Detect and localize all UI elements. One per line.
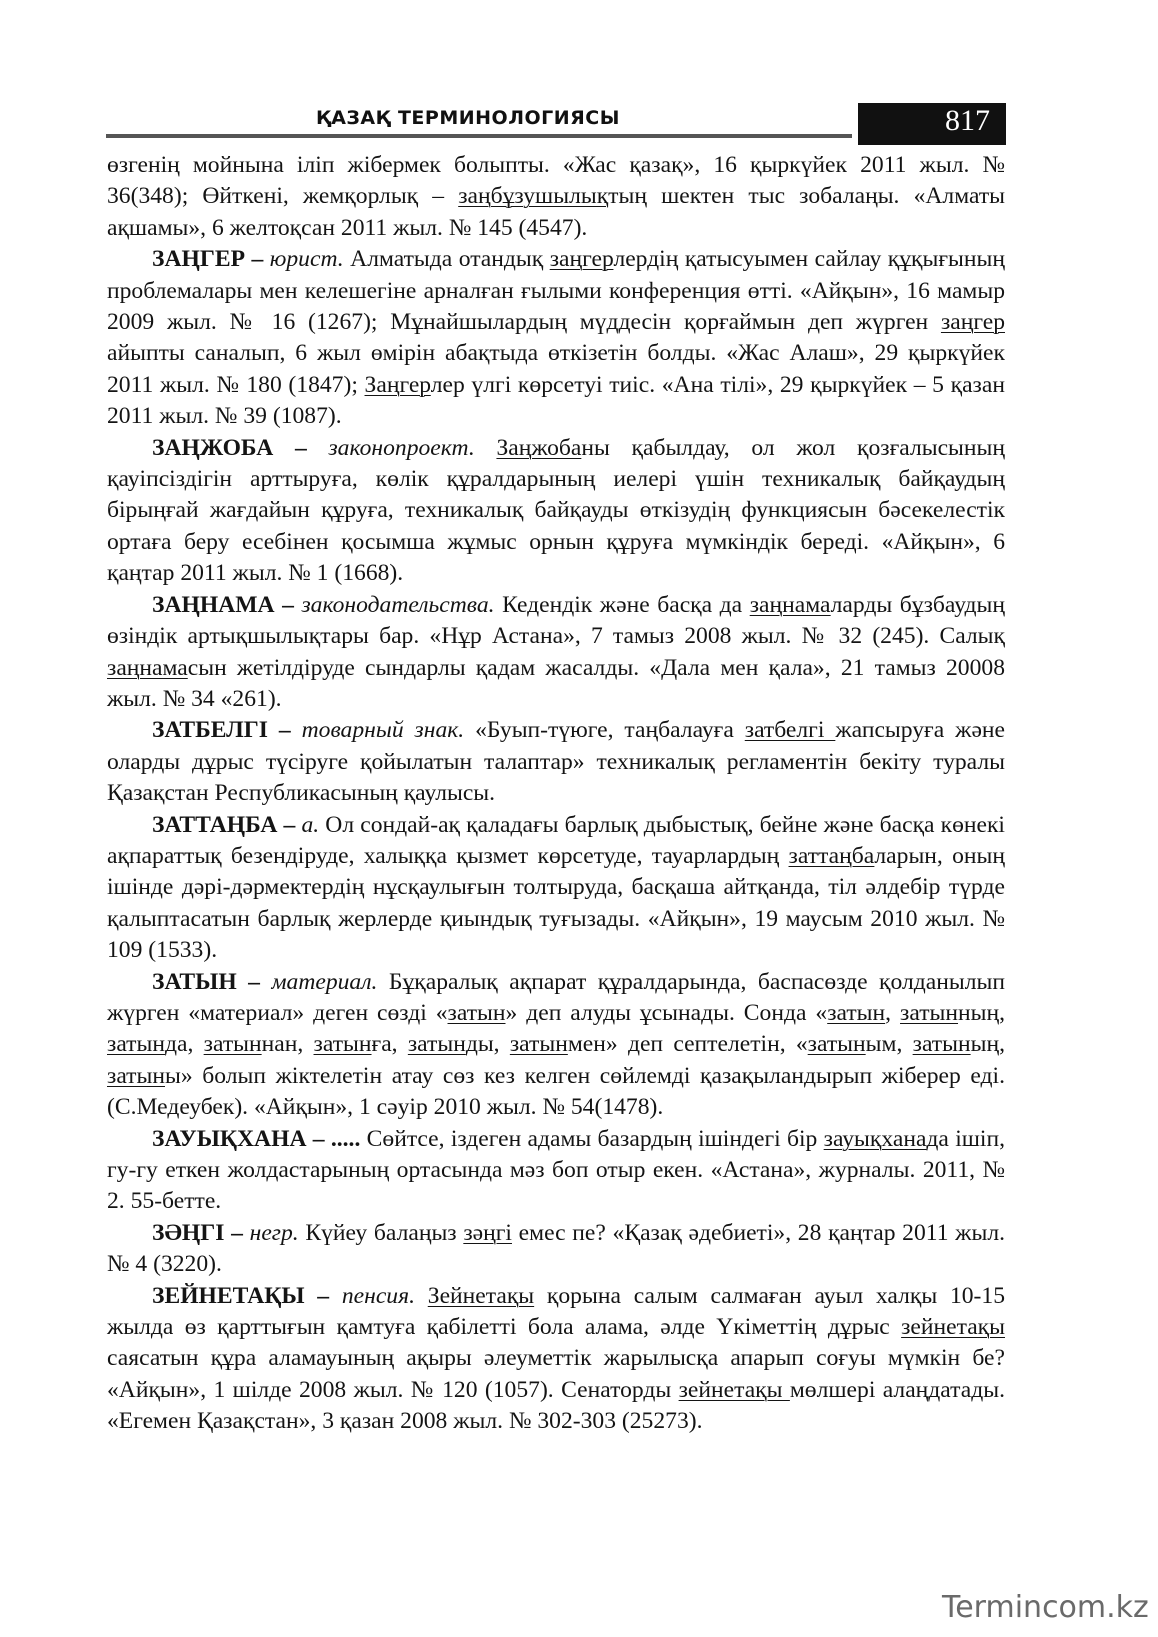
underlined-term: Заңжоба (496, 434, 582, 461)
header-rule (106, 134, 852, 138)
headword: ЗАТЫН – (152, 968, 260, 995)
text-run: лердің қатысуымен сайлау құқығының проблемалары мен келешегіне арналған ғылыми конференция өтті. «Айқын», 16 мамыр 2009 жыл. № 16 (1267); Мұнайшылардың мүддесін қорғаймын деп жүрген (107, 246, 1005, 336)
running-title: ҚАЗАҚ ТЕРМИНОЛОГИЯСЫ (316, 107, 620, 129)
text-run: айыпты саналып, 6 жыл өмірін абақтыда өткізетін болды. «Жас Алаш», 29 қыркүйек 2011 жыл. № 180 (1847); (107, 340, 1005, 398)
dictionary-text (107, 150, 1005, 1438)
translation: материал. (271, 968, 378, 995)
watermark: Termincom.kz (942, 1590, 1149, 1625)
text-run: Сөйтсе, іздеген адамы базардың ішіндегі бір (360, 1125, 824, 1152)
text-run: ны қабылдау, ол жол қозғалысының қауіпсіздігін арттыруға, көлік құралдарының иелері үшін техникалық байқаудың бірыңғай жағдайын құруға, техникалық байқауды өткізудің функциясын бәсекелестік ортаға беру есебінен қосымша жұмыс орнын құруға мүмкіндік береді. «Айқын», 6 қаңтар 2011 жыл. № 1 (1668). (107, 434, 1005, 587)
underlined-term: затын (900, 999, 959, 1026)
dictionary-entry (107, 967, 1005, 1124)
text-run: Ол сондай-ақ қаладағы барлық дыбыстық, бейне және басқа көнекі ақпараттық безендіруде, халыққа қызмет көрсетуде, тауарлардың (107, 811, 1005, 869)
text-run: ым, (865, 1031, 913, 1058)
text-run: ның, (958, 999, 1006, 1026)
translation: негр. (249, 1219, 299, 1246)
underlined-term: затын (807, 1031, 866, 1058)
text-run: жапсыруға және оларды дұрыс түсіруге қойылатын талаптар» техникалық регламентін бекіту туралы Қазақстан Республикасының қаулысы. (107, 717, 1006, 807)
text-run: мен» деп септелетін, « (567, 1031, 808, 1058)
underlined-term: затын (107, 1062, 165, 1089)
underlined-term: заңбұзушылық (458, 183, 609, 210)
headword: ЗАТТАҢБА – (152, 811, 296, 838)
text-run: «Буып-түюге, таңбалауға (464, 717, 745, 744)
dictionary-entry (107, 244, 1005, 432)
text-run: лер үлгі көрсетуі тиіс. «Ана тілі», 29 қыркүйек – 5 қазан 2011 жыл. № 39 (1087). (107, 371, 1005, 430)
text-run: ларын, оның ішінде дәрі-дәрмектердің нұсқаулығын толтыруда, басқаша айтқанда, тіл әлдебір түрде қалыптасатын барлық жерлерде қиындық туғызады. «Айқын», 19 маусым 2010 жыл. № 109 (1533). (107, 842, 1005, 964)
text-run: өзгенің мойнына іліп жібермек болыпты. «Жас қазақ», 16 қыркүйек 2011 жыл. № 36(348); Өйткені, жемқорлық – (107, 152, 1005, 210)
dictionary-entry (107, 810, 1005, 967)
translation: юрист. (269, 246, 344, 273)
text-run: да, (164, 1031, 204, 1058)
dictionary-entry (107, 715, 1005, 809)
underlined-term: затын (912, 1031, 971, 1058)
underlined-term: затын (107, 1031, 165, 1058)
continuation-paragraph (107, 150, 1005, 244)
text-run: , (885, 999, 901, 1026)
text-run (415, 1283, 428, 1309)
underlined-term: затын (509, 1031, 568, 1058)
text-run: ға, (371, 1031, 408, 1058)
underlined-term: зәңгі (463, 1219, 512, 1246)
underlined-term: затын (407, 1031, 466, 1058)
text-run: ды, (465, 1031, 510, 1058)
headword: ЗАҢГЕР – (152, 246, 264, 273)
underlined-term: зауықхана (823, 1125, 927, 1152)
text-run: нан, (261, 1031, 314, 1058)
page-number-box (858, 103, 1006, 145)
headword: ЗӘҢГІ – (152, 1219, 243, 1246)
dictionary-entry (107, 433, 1005, 590)
underlined-term: затын (447, 999, 506, 1026)
underlined-term: Зейнетақы (427, 1282, 535, 1309)
translation: законодательства. (301, 591, 495, 618)
underlined-term: зейнетақы (678, 1376, 790, 1403)
headword: ЗАТБЕЛГІ – (152, 717, 291, 744)
underlined-term: заңгер (940, 309, 1005, 336)
translation: пенсия. (341, 1282, 415, 1309)
translation: а. (301, 811, 320, 838)
underlined-term: заттаңба (788, 842, 875, 869)
text-run: » деп алуды ұсынады. Сонда « (505, 999, 828, 1026)
translation: товарный знак. (301, 717, 465, 744)
text-run: емес пе? «Қазақ әдебиеті», 28 қаңтар 2011 жыл. № 4 (3220). (107, 1219, 1006, 1278)
underlined-term: Заңгер (364, 371, 431, 398)
text-run: саясатын құра аламауының ақыры әлеуметтік жарылысқа апарып соғуы мүмкін бе? «Айқын», 1 шілде 2008 жыл. № 120 (1057). Сенаторды (107, 1345, 1005, 1403)
dictionary-entry (107, 1124, 1005, 1218)
underlined-term: затын (827, 999, 886, 1026)
headword: ЗАУЫҚХАНА – ..... (152, 1125, 361, 1152)
text-run: сын жетілдіруде сындарлы қадам жасалды. «Дала мен қала», 21 тамыз 20008 жыл. № 34 «261). (107, 654, 1005, 712)
underlined-term: затын (313, 1031, 372, 1058)
text-run: да ішіп, гу-гу еткен жолдастарының ортасында мәз боп отыр екен. «Астана», журналы. 2011, № 2. 55-бетте. (107, 1125, 1005, 1215)
translation: законопроект. (328, 434, 475, 461)
dictionary-entry (107, 1218, 1005, 1281)
page-number: 817 (945, 104, 990, 137)
text-run: ың, (970, 1031, 1005, 1058)
page-header (106, 103, 1006, 145)
text-run: қорына салым салмаған ауыл халқы 10-15 жылда өз қарттығын қамтуға қабілетті бола алама, әлде Үкіметтің дұрыс (107, 1282, 1006, 1341)
text-run: Бұқаралық ақпарат құралдарында, баспасөзде қолданылып жүрген «материал» деген сөзді « (107, 968, 1005, 1026)
text-run: ы» болып жіктелетін атау сөз кез келген сөйлемді қазақыландырып жіберер еді. (С.Медеубек). «Айқын», 1 сәуір 2010 жыл. № 54(1478). (107, 1062, 1005, 1121)
underlined-term: заңнама (107, 654, 188, 681)
headword: ЗАҢНАМА – (152, 591, 294, 618)
dictionary-entry (107, 590, 1005, 716)
headword: ЗАҢЖОБА – (152, 434, 307, 461)
dictionary-entry (107, 1281, 1005, 1438)
underlined-term: заңгер (549, 246, 614, 273)
text-run: Кедендік және басқа да (494, 591, 750, 618)
text-run: тың шектен тыс зобалаңы. «Алматы ақшамы», 6 желтоқсан 2011 жыл. № 145 (4547). (107, 183, 1005, 241)
text-run: Күйеу балаңыз (298, 1219, 464, 1246)
underlined-term: зейнетақы (901, 1314, 1005, 1341)
text-run: ларды бұзбаудың өзіндік артықшылықтары бар. «Нұр Астана», 7 тамыз 2008 жыл. № 32 (245). Салық (107, 591, 1005, 650)
underlined-term: заңнама (749, 591, 831, 618)
underlined-term: затбелгі (744, 717, 836, 744)
text-run: мөлшері алаңдатады. «Егемен Қазақстан», 3 қазан 2008 жыл. № 302-303 (25273). (107, 1376, 1005, 1435)
entry-list (107, 244, 1005, 1437)
underlined-term: затын (203, 1031, 262, 1058)
headword: ЗЕЙНЕТАҚЫ – (152, 1282, 330, 1309)
text-run (475, 435, 497, 461)
text-run: Алматыда отандық (343, 246, 550, 273)
